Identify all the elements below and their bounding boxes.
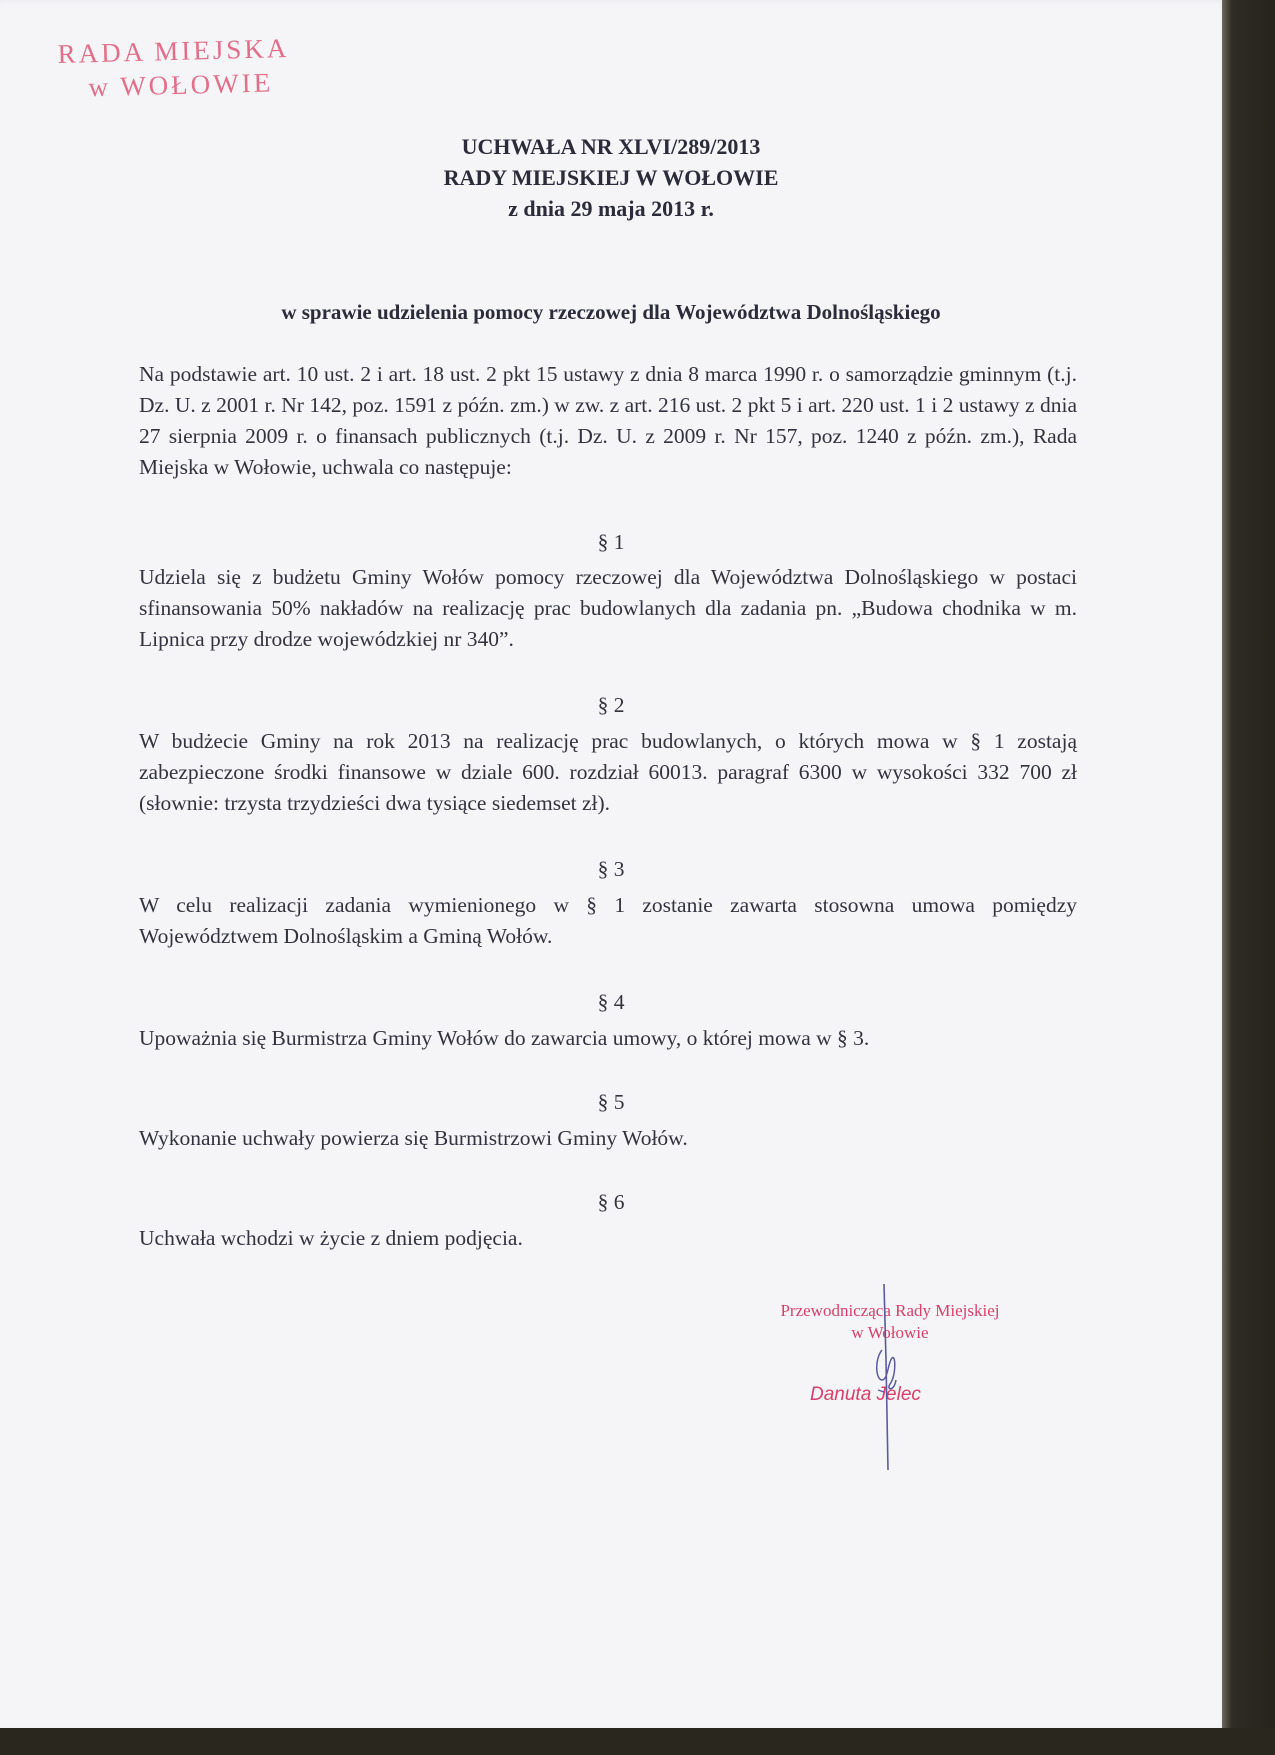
signature-role-place: w Wołowie (851, 1323, 929, 1342)
paragraph-1-text: Udziela się z budżetu Gminy Wołów pomocy rzeczowej dla Województwa Dolnośląskiego w postaci sfinansowania 50% nakładów na realizację prac budowlanych dla zadania pn. „Budowa chodnika w m. Lipnica przy drodze wojewódzkiej nr 340”. (139, 565, 1077, 651)
paragraph-4-text: Upoważnia się Burmistrza Gminy Wołów do zawarcia umowy, o której mowa w § 3. (139, 1026, 870, 1050)
stamp-line-2: w WOŁOWIE (88, 67, 274, 103)
resolution-date: z dnia 29 maja 2013 r. (508, 196, 714, 221)
preamble: Na podstawie art. 10 ust. 2 i art. 18 ust. 2 pkt 15 ustawy z dnia 8 marca 1990 r. o samorządzie gminnym (t.j. Dz. U. z 2001 r. Nr 142, poz. 1591 z późn. zm.) w zw. z art. 216 ust. 2 pkt 5 i art. 220 ust. 1 i 2 ustawy z dnia 27 sierpnia 2009 r. o finansach publicznych (t.j. Dz. U. z 2009 r. Nr 157, poz. 1240 z późn. zm.), Rada Miejska w Wołowie, uchwala co następuje: (139, 362, 1077, 479)
handwritten-signature-icon (860, 1280, 920, 1480)
paragraph-1-symbol: § 1 (597, 530, 625, 554)
scanner-edge-bottom (0, 1728, 1275, 1755)
resolution-title: UCHWAŁA NR XLVI/289/2013 (461, 134, 761, 159)
council-stamp (57, 31, 290, 105)
paragraph-3-text: W celu realizacji zadania wymienionego w § 1 zostanie zawarta stosowna umowa pomiędzy Województwem Dolnośląskim a Gminą Wołów. (139, 893, 1077, 948)
paragraph-5-text: Wykonanie uchwały powierza się Burmistrzowi Gminy Wołów. (139, 1126, 688, 1150)
scanner-edge-right (1222, 0, 1275, 1755)
resolution-issuer: RADY MIEJSKIEJ W WOŁOWIE (443, 165, 779, 190)
signature-role: Przewodnicząca Rady Miejskiej (780, 1301, 1000, 1320)
paragraph-2-text: W budżecie Gminy na rok 2013 na realizację prac budowlanych, o których mowa w § 1 zostają zabezpieczone środki finansowe w dziale 600. rozdział 60013. paragraf 6300 w wysokości 332 700 zł (słownie: trzysta trzydzieści dwa tysiące siedemset zł). (139, 729, 1077, 815)
signature-name: Danuta Jelec (810, 1384, 921, 1405)
paragraph-6-symbol: § 6 (597, 1190, 625, 1214)
paragraph-5-symbol: § 5 (597, 1090, 625, 1114)
paragraph-6-text: Uchwała wchodzi w życie z dniem podjęcia. (139, 1226, 523, 1250)
paragraph-4-symbol: § 4 (597, 990, 625, 1014)
stamp-line-1: RADA MIEJSKA (57, 32, 290, 70)
paragraph-2-symbol: § 2 (597, 693, 625, 717)
paragraph-3-symbol: § 3 (597, 857, 625, 881)
resolution-subject: w sprawie udzielenia pomocy rzeczowej dla Województwa Dolnośląskiego (281, 300, 941, 324)
